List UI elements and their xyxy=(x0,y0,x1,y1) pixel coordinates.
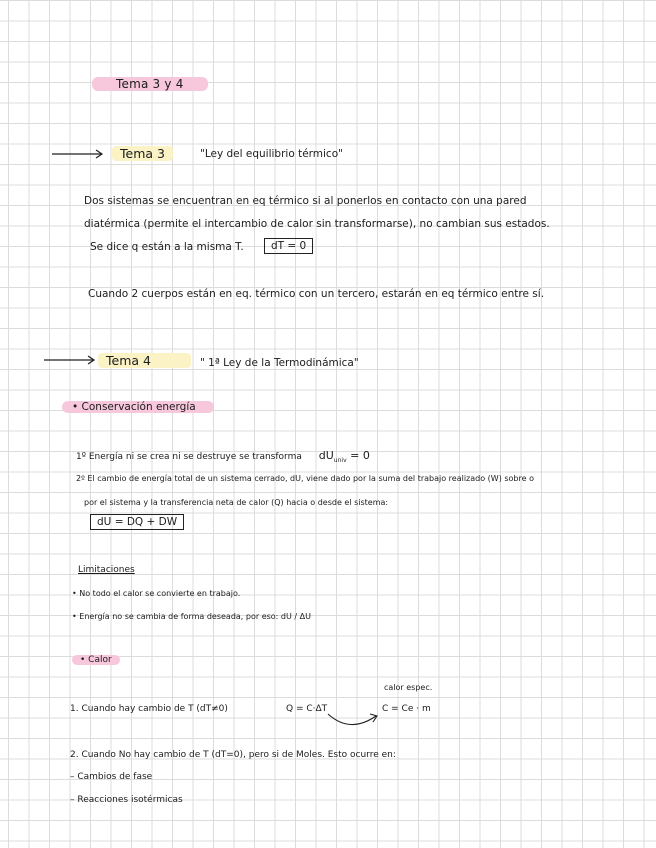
calor-espec-label: calor espec. xyxy=(384,683,433,692)
tema4-label xyxy=(98,353,191,368)
tema4-formula-box: dU = DQ + DW xyxy=(90,514,184,530)
tema3-para1-line3: Se dice q están a la misma T. xyxy=(90,241,244,253)
limitaciones-heading: Limitaciones xyxy=(78,565,135,575)
bullet-conservacion: • Conservación energía xyxy=(62,401,214,413)
curved-arrow-icon xyxy=(326,704,382,730)
calor-line2: 2. Cuando No hay cambio de T (dT=0), pero si de Moles. Esto ocurre en: xyxy=(70,750,396,760)
tema3-formula-box: dT = 0 xyxy=(264,238,313,254)
tema3-para1-line1: Dos sistemas se encuentran en eq térmico si al ponerlos en contacto con una pared xyxy=(84,195,527,207)
page-title xyxy=(92,77,208,91)
formula-eq-zero: = 0 xyxy=(346,449,370,462)
limitacion-1: • No todo el calor se convierte en trabajo. xyxy=(72,589,241,598)
tema4-line1-text: 1º Energía ni se crea ni se destruye se transforma xyxy=(76,452,302,462)
tema4-label-text: Tema 4 xyxy=(106,353,151,368)
tema4-line3: por el sistema y la transferencia neta de calor (Q) hacia o desde el sistema: xyxy=(84,498,389,507)
tema4-line1-formula xyxy=(318,449,370,465)
arrow-icon xyxy=(44,354,98,366)
tema4-line1 xyxy=(76,449,370,464)
tema4-subtitle: " 1ª Ley de la Termodinámica" xyxy=(200,357,359,369)
tema3-subtitle: "Ley del equilibrio térmico" xyxy=(200,148,343,160)
reacciones-isotermicas: – Reacciones isotérmicas xyxy=(70,795,183,805)
calor-formula: Q = C·ΔT xyxy=(286,704,328,714)
arrow-icon xyxy=(52,148,106,160)
bullet-calor: • Calor xyxy=(72,655,120,665)
tema3-para2: Cuando 2 cuerpos están en eq. térmico con un tercero, estarán en eq térmico entre sí. xyxy=(88,288,545,300)
formula-du: dU xyxy=(318,449,334,462)
formula-sub-univ: univ xyxy=(333,457,347,465)
tema3-para1-line2: diatérmica (permite el intercambio de calor sin transformarse), no cambian sus estados. xyxy=(84,218,550,230)
tema3-label: Tema 3 xyxy=(112,146,173,161)
calor-c-formula: C = Ce · m xyxy=(382,704,431,714)
page-title-text: Tema 3 y 4 xyxy=(116,77,184,91)
limitacion-2: • Energía no se cambia de forma deseada, por eso: dU / ΔU xyxy=(72,612,311,621)
calor-line1: 1. Cuando hay cambio de T (dT≠0) xyxy=(70,704,228,714)
cambios-fase: – Cambios de fase xyxy=(70,772,153,782)
tema4-line2: 2º El cambio de energía total de un sistema cerrado, dU, viene dado por la suma del trabajo realizado (W) sobre o xyxy=(76,474,534,483)
